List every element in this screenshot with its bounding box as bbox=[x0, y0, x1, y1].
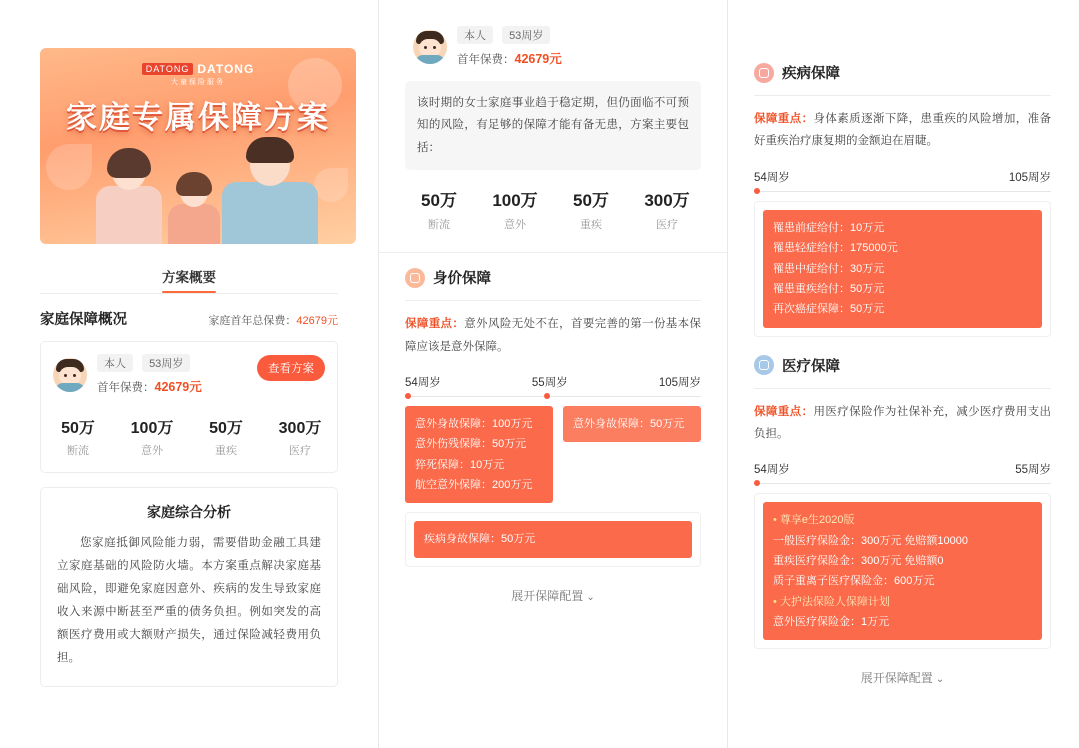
logo-mark: DATONG bbox=[142, 63, 194, 75]
bar-line: 意外医疗保险金：1万元 bbox=[773, 616, 890, 629]
member-premium bbox=[97, 377, 202, 395]
coverage-bars bbox=[405, 406, 701, 503]
timeline-axis bbox=[754, 169, 1051, 192]
mother-body bbox=[96, 186, 162, 244]
member-row bbox=[41, 342, 337, 405]
coverage-key: 医疗 bbox=[289, 445, 311, 457]
tag-relation: 本人 bbox=[457, 26, 493, 44]
coverage-summary-numbers bbox=[401, 186, 705, 232]
coverage-item bbox=[477, 186, 553, 232]
bar-line: 质子重离子医疗保险金：600万元 bbox=[773, 575, 935, 588]
avatar-eye-left bbox=[424, 46, 427, 49]
bar-line: 罹患中症给付：30万元 bbox=[773, 262, 885, 275]
coverage-key: 医疗 bbox=[656, 219, 678, 232]
coverage-key: 意外 bbox=[504, 219, 526, 232]
avatar-shirt bbox=[415, 55, 445, 64]
axis-label-start: 54周岁 bbox=[405, 377, 441, 390]
bar-line: 航空意外保障：200万元 bbox=[415, 479, 533, 492]
focus-label: 保障重点： bbox=[754, 405, 814, 418]
medical-cross-icon bbox=[754, 355, 774, 375]
coverage-value: 50万 bbox=[421, 191, 457, 211]
axis-label-start: 54周岁 bbox=[754, 171, 790, 184]
coverage-bar-medical[interactable] bbox=[763, 502, 1042, 640]
axis-labels bbox=[405, 374, 701, 390]
axis-line bbox=[405, 396, 701, 397]
family-analysis-body: 您家庭抵御风险能力弱，需要借助金融工具建立家庭基础的风险防火墙。本方案重点解决家庭基础风险，即避免家庭因意外、疾病的发生导致家庭收入来源中断甚至严重的债务负担。例如突发的高额医疗费用或大额财产损失，通过保险减轻费用负担。 bbox=[57, 537, 321, 664]
coverage-value: 100万 bbox=[492, 191, 538, 211]
figure-father bbox=[222, 144, 318, 244]
module-header-medical bbox=[728, 337, 1077, 376]
expand-label: 展开保障配置 bbox=[511, 588, 584, 603]
module-divider bbox=[405, 300, 701, 301]
view-plan-button[interactable]: 查看方案 bbox=[257, 355, 325, 381]
member-tags bbox=[97, 354, 202, 372]
timeline-axis bbox=[405, 374, 701, 397]
axis-line bbox=[754, 483, 1051, 484]
panel-value-protection bbox=[378, 0, 728, 748]
coverage-value: 100万 bbox=[130, 420, 174, 437]
coverage-item bbox=[553, 186, 629, 232]
tag-relation: 本人 bbox=[97, 354, 133, 372]
coverage-item bbox=[263, 415, 337, 458]
coverage-item bbox=[115, 415, 189, 458]
coverage-item bbox=[41, 415, 115, 458]
module-focus bbox=[754, 108, 1051, 153]
bar-line: 再次癌症保障：50万元 bbox=[773, 303, 885, 316]
bar-line: 意外身故保障：100万元 bbox=[415, 418, 533, 431]
bar-line-text: 大护法保险人保障计划 bbox=[779, 595, 890, 608]
family-overview-title: 家庭保障概况 bbox=[40, 312, 127, 328]
coverage-bar-accident[interactable] bbox=[405, 406, 553, 503]
focus-text: 用医疗保险作为社保补充，减少医疗费用支出负担。 bbox=[754, 405, 1052, 440]
coverage-item bbox=[401, 186, 477, 232]
father-hair bbox=[246, 137, 294, 163]
member-info bbox=[97, 354, 202, 395]
axis-labels bbox=[754, 169, 1051, 185]
axis-label-start: 54周岁 bbox=[754, 464, 790, 477]
coverage-value: 50万 bbox=[573, 191, 609, 211]
expand-config-button[interactable] bbox=[379, 587, 727, 604]
focus-text: 意外风险无处不在，首要完善的第一份基本保障应该是意外保障。 bbox=[405, 318, 702, 353]
coverage-key: 断流 bbox=[67, 445, 89, 457]
module-focus bbox=[754, 401, 1051, 446]
father-body bbox=[222, 182, 318, 244]
family-illustration bbox=[40, 138, 356, 244]
axis-line bbox=[754, 191, 1051, 192]
expand-label: 展开保障配置 bbox=[860, 671, 933, 686]
bar-line-text: 尊享e生2020版 bbox=[779, 514, 855, 527]
module-divider bbox=[754, 95, 1051, 96]
coverage-item bbox=[189, 415, 263, 458]
panel-plan-overview bbox=[0, 0, 378, 748]
child-head bbox=[180, 177, 208, 207]
tag-age: 53周岁 bbox=[502, 26, 550, 44]
avatar bbox=[53, 358, 87, 392]
avatar-shirt bbox=[55, 383, 85, 392]
coverage-bar-accident-death[interactable] bbox=[563, 406, 701, 442]
coverage-summary-numbers bbox=[41, 405, 337, 472]
family-analysis-card bbox=[40, 487, 338, 687]
bar-line: 一般医疗保险金：300万元 免赔额10000 bbox=[773, 534, 968, 547]
axis-labels bbox=[754, 461, 1051, 477]
family-total-premium-label: 家庭首年总保费： bbox=[208, 315, 297, 327]
avatar-face bbox=[419, 39, 441, 57]
bar-line: 重疾医疗保险金：300万元 免赔额0 bbox=[773, 555, 944, 568]
child-hair bbox=[176, 172, 212, 196]
brand-en: DATONG bbox=[197, 62, 255, 76]
mother-head bbox=[112, 154, 146, 190]
focus-label: 保障重点： bbox=[754, 113, 814, 125]
coverage-bar-outline bbox=[754, 201, 1051, 337]
bar-line: 罹患重疾给付：50万元 bbox=[773, 282, 885, 295]
child-body bbox=[168, 204, 220, 244]
star-icon: • bbox=[773, 595, 777, 608]
panel-disease-medical bbox=[728, 0, 1077, 748]
chevron-down-icon: ⌄ bbox=[586, 591, 595, 603]
member-premium bbox=[457, 49, 562, 67]
member-tags bbox=[457, 26, 562, 44]
avatar-eye-left bbox=[64, 374, 67, 377]
bar-line: 罹患前症给付：10万元 bbox=[773, 221, 885, 234]
family-analysis-title: 家庭综合分析 bbox=[147, 504, 231, 520]
figure-child bbox=[168, 177, 220, 244]
coverage-item bbox=[629, 186, 705, 232]
brand-logo bbox=[40, 62, 356, 76]
coverage-value: 50万 bbox=[209, 420, 243, 437]
family-overview-header bbox=[40, 308, 338, 329]
star-icon: • bbox=[773, 514, 777, 527]
tag-age: 53周岁 bbox=[142, 354, 190, 372]
member-premium-label: 首年保费： bbox=[97, 382, 155, 394]
tab-divider bbox=[40, 293, 338, 294]
axis-label-end: 105周岁 bbox=[1008, 171, 1051, 184]
bar-line-highlight bbox=[773, 510, 1032, 530]
coverage-bar-outline bbox=[405, 512, 701, 566]
coverage-key: 断流 bbox=[428, 219, 450, 232]
hero-title: 家庭专属保障方案 bbox=[66, 100, 330, 135]
figure-mother bbox=[96, 154, 162, 244]
coverage-value: 300万 bbox=[644, 191, 690, 211]
coverage-bar-illness-death[interactable] bbox=[414, 521, 692, 557]
bar-line: 罹患轻症给付：175000元 bbox=[773, 242, 898, 255]
axis-tick-mid bbox=[544, 393, 550, 399]
coverage-bar-outline bbox=[754, 493, 1051, 649]
timeline-axis bbox=[754, 461, 1051, 484]
module-title: 身价保障 bbox=[433, 271, 491, 288]
axis-label-mid: 55周岁 bbox=[531, 377, 568, 390]
shield-icon bbox=[405, 268, 425, 288]
member-card[interactable] bbox=[40, 341, 338, 473]
member-premium-amount: 42679元 bbox=[154, 380, 202, 394]
father-head bbox=[250, 144, 290, 186]
module-title: 疾病保障 bbox=[782, 66, 840, 82]
module-header-value bbox=[379, 253, 727, 288]
avatar-face bbox=[59, 367, 81, 385]
heart-shield-icon bbox=[754, 63, 774, 83]
chevron-down-icon: ⌄ bbox=[935, 674, 945, 686]
coverage-key: 重疾 bbox=[215, 445, 237, 457]
avatar-eye-right bbox=[73, 374, 76, 377]
bar-line: 意外身故保障：50万元 bbox=[573, 418, 685, 431]
coverage-key: 意外 bbox=[141, 445, 163, 457]
module-divider bbox=[754, 388, 1051, 389]
bar-line: 意外伤残保障：50万元 bbox=[415, 438, 527, 451]
focus-text: 身体素质逐渐下降，患重疾的风险增加，准备好重疾治疗康复期的金额迫在眉睫。 bbox=[754, 113, 1052, 148]
expand-config-button[interactable] bbox=[728, 669, 1077, 686]
module-header-disease bbox=[728, 0, 1077, 83]
focus-label: 保障重点： bbox=[405, 318, 465, 331]
axis-tick-start bbox=[754, 480, 760, 486]
family-total-premium-amount: 42679元 bbox=[296, 315, 338, 327]
coverage-value: 300万 bbox=[278, 420, 322, 437]
bar-line-highlight bbox=[773, 592, 1032, 612]
axis-tick-start bbox=[754, 188, 760, 194]
coverage-bar-disease[interactable] bbox=[763, 210, 1042, 328]
axis-label-end: 105周岁 bbox=[658, 377, 701, 390]
member-row bbox=[379, 0, 727, 67]
bar-line: 猝死保障：10万元 bbox=[415, 458, 505, 471]
brand-cn: 大童保险服务 bbox=[171, 79, 225, 86]
module-title: 医疗保障 bbox=[782, 358, 840, 375]
family-total-premium bbox=[208, 312, 338, 328]
tab-bar bbox=[40, 266, 338, 293]
hero-banner bbox=[40, 48, 356, 244]
bar-line: 疾病身故保障：50万元 bbox=[424, 533, 536, 546]
avatar-eye-right bbox=[433, 46, 436, 49]
member-note: 该时期的女士家庭事业趋于稳定期，但仍面临不可预知的风险，有足够的保障才能有备无患，方案主要包括： bbox=[405, 81, 701, 170]
coverage-bar-row bbox=[405, 406, 701, 503]
coverage-value: 50万 bbox=[61, 420, 95, 437]
mother-hair bbox=[107, 148, 151, 178]
member-premium-label: 首年保费： bbox=[457, 54, 515, 66]
tab-plan-summary[interactable]: 方案概要 bbox=[162, 266, 216, 293]
member-info bbox=[457, 26, 562, 67]
axis-tick-start bbox=[405, 393, 411, 399]
module-focus bbox=[405, 313, 701, 358]
coverage-key: 重疾 bbox=[580, 219, 602, 232]
axis-label-end: 55周岁 bbox=[1015, 464, 1051, 477]
avatar bbox=[413, 30, 447, 64]
member-premium-amount: 42679元 bbox=[514, 52, 562, 66]
